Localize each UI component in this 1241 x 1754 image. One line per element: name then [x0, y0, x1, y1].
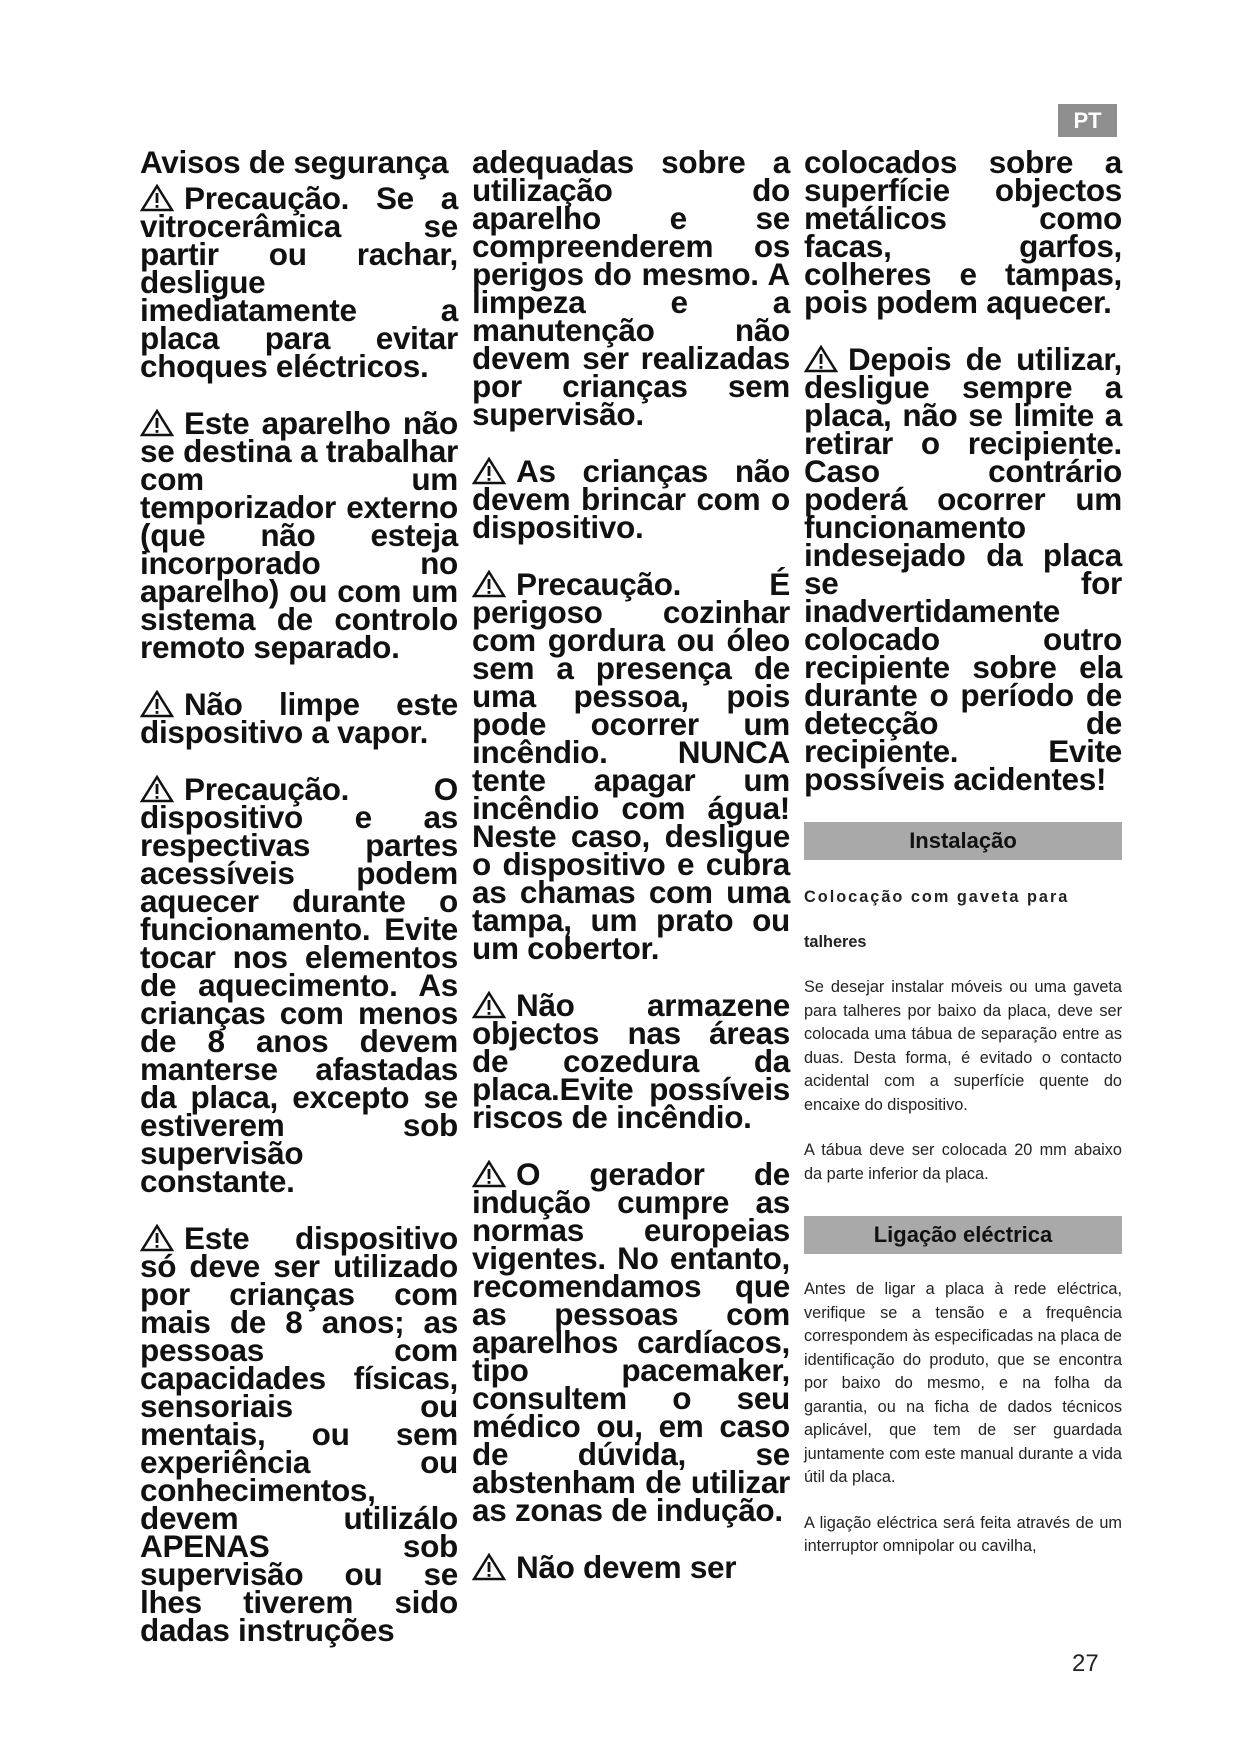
warning-paragraph: [140, 771, 458, 1199]
page-number: 27: [1072, 1650, 1099, 1677]
section-header-electrical-connection: Ligação eléctrica: [804, 1216, 1122, 1254]
warning-paragraph: [140, 1220, 458, 1648]
warning-text: As crianças não devem brincar com o dispositivo.: [472, 453, 790, 545]
column-2: [472, 144, 790, 1610]
warning-paragraph: [472, 1549, 790, 1585]
warning-text: Precaução. É perigoso cozinhar com gordura ou óleo sem a presença de uma pessoa, pois pode ocorrer um incêndio. NUNCA tente apagar um incêndio com água! Neste caso, desligue o dispositivo e cubra as chamas com uma tampa, um prato ou um cobertor.: [472, 566, 790, 966]
warning-paragraph: [804, 144, 1122, 320]
column-1: [140, 144, 458, 1673]
section-header-installation: Instalação: [804, 822, 1122, 860]
body-paragraph: A ligação eléctrica será feita através de um interruptor omnipolar ou cavilha,: [804, 1513, 1122, 1555]
language-badge: PT: [1058, 104, 1117, 137]
warning-text: O gerador de indução cumpre as normas europeias vigentes. No entanto, recomendamos que as pessoas com aparelhos cardíacos, tipo pacemaker, consultem o seu médico ou, em caso de dúvida, se abstenham de utilizar as zonas de indução.: [472, 1156, 790, 1528]
warning-text: Precaução. Se a vitrocerâmica se partir ou rachar, desligue imediatamente a placa para evitar choques eléctricos.: [140, 180, 458, 384]
warning-paragraph: [472, 987, 790, 1135]
body-paragraph: A tábua deve ser colocada 20 mm abaixo da parte inferior da placa.: [804, 1141, 1122, 1183]
warning-paragraph: [140, 686, 458, 750]
subsection-title-continued: talheres: [804, 933, 867, 951]
warning-text: Este dispositivo só deve ser utilizado por crianças com mais de 8 anos; as pessoas com capacidades físicas, sensoriais ou mentais, ou sem experiência ou conhecimentos, devem utilizálo APENAS sob supervisão ou se lhes tiverem sido dadas instruções: [140, 1220, 458, 1648]
warning-triangle-icon: [472, 1553, 506, 1581]
warning-text: Este aparelho não se destina a trabalhar com um temporizador externo (que não esteja incorporado no aparelho) ou com um sistema de controlo remoto separado.: [140, 405, 458, 665]
warning-paragraph: [140, 180, 458, 384]
warning-paragraph: [804, 341, 1122, 797]
section-title-safety-warnings: Avisos de segurança: [140, 144, 449, 180]
warning-paragraph: [472, 566, 790, 966]
warning-paragraph: [472, 1156, 790, 1528]
warning-text: Precaução. O dispositivo e as respectivas partes acessíveis podem aquecer durante o funcionamento. Evite tocar nos elementos de aquecimento. As crianças com menos de 8 anos devem manterse afastadas da placa, excepto se estiverem sob supervisão constante.: [140, 771, 458, 1199]
column-3: [804, 144, 1122, 1581]
subsection-title: Colocação com gaveta para: [804, 888, 1070, 906]
body-paragraph: Antes de ligar a placa à rede eléctrica, verifique se a tensão e a frequência correspondem às especificadas na placa de identificação do produto, que se encontra por baixo do mesmo, e na folha da garantia, ou na ficha de dados técnicos aplicável, que tem de ser guardada juntamente com este manual durante a vida útil da placa.: [804, 1280, 1122, 1486]
warning-text: colocados sobre a superfície objectos metálicos como facas, garfos, colheres e tampas, pois podem aquecer.: [804, 144, 1122, 320]
warning-text: adequadas sobre a utilização do aparelho e se compreenderem os perigos do mesmo. A limpeza e a manutenção não devem ser realizadas por crianças sem supervisão.: [472, 144, 790, 432]
warning-text: Não armazene objectos nas áreas de cozedura da placa.Evite possíveis riscos de incêndio.: [472, 987, 790, 1135]
warning-text: Não devem ser: [516, 1549, 737, 1585]
warning-paragraph: [140, 405, 458, 665]
warning-text: Depois de utilizar, desligue sempre a placa, não se limite a retirar o recipiente. Caso contrário poderá ocorrer um funcionamento indesejado da placa se for inadvertidamente colocado outro recipiente sobre ela durante o período de detecção de recipiente. Evite possíveis acidentes!: [804, 341, 1122, 797]
warning-paragraph: [472, 144, 790, 432]
warning-paragraph: [472, 453, 790, 545]
warning-text: Não limpe este dispositivo a vapor.: [140, 686, 458, 750]
body-paragraph: Se desejar instalar móveis ou uma gaveta para talheres por baixo da placa, deve ser colocada uma tábua de separação entre as duas. Desta forma, é evitado o contacto acidental com a superfície quente do encaixe do dispositivo.: [804, 978, 1122, 1114]
